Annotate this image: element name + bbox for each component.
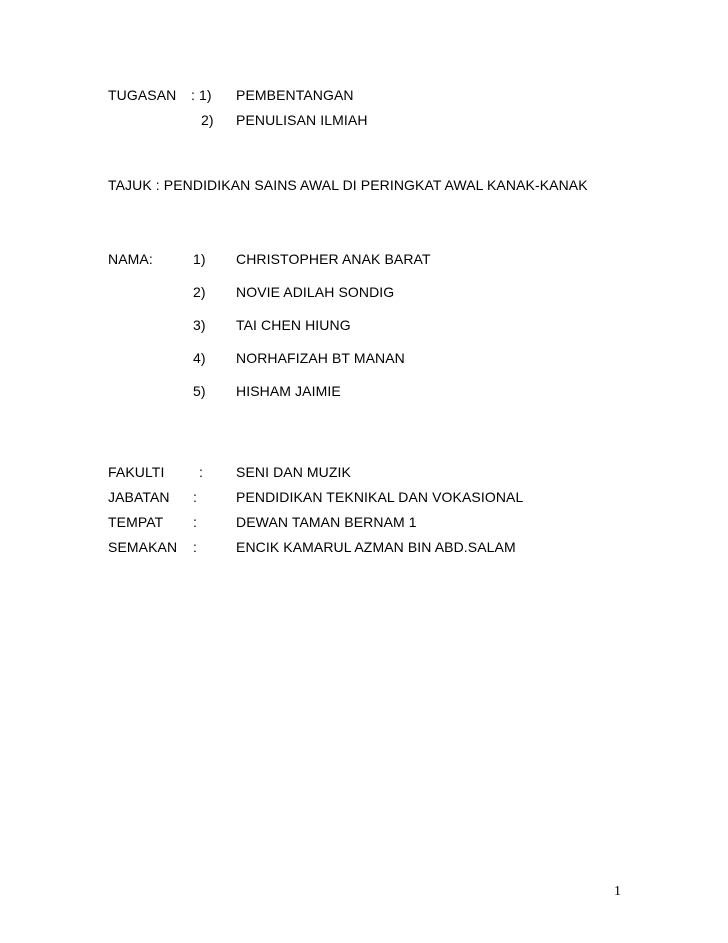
- tugasan-item-number: : 1): [191, 87, 212, 103]
- detail-value-fakulti: SENI DAN MUZIK: [236, 464, 351, 480]
- detail-separator: :: [193, 539, 197, 555]
- tugasan-item-text: PEMBENTANGAN: [236, 87, 354, 103]
- tugasan-label: TUGASAN: [108, 87, 177, 103]
- member-number: 1): [193, 251, 206, 267]
- tugasan-item-text: PENULISAN ILMIAH: [236, 112, 368, 128]
- member-number: 4): [193, 350, 206, 366]
- detail-value-semakan: ENCIK KAMARUL AZMAN BIN ABD.SALAM: [236, 539, 516, 555]
- member-number: 5): [193, 383, 206, 399]
- member-name: NOVIE ADILAH SONDIG: [236, 284, 395, 300]
- detail-separator: :: [193, 489, 197, 505]
- detail-separator: :: [193, 514, 197, 530]
- nama-label: NAMA:: [108, 251, 153, 267]
- member-name: HISHAM JAIMIE: [236, 383, 341, 399]
- detail-value-jabatan: PENDIDIKAN TEKNIKAL DAN VOKASIONAL: [236, 489, 524, 505]
- member-number: 3): [193, 317, 206, 333]
- detail-label-semakan: SEMAKAN: [108, 539, 178, 555]
- detail-label-jabatan: JABATAN: [108, 489, 170, 505]
- member-name: NORHAFIZAH BT MANAN: [236, 350, 405, 366]
- member-name: CHRISTOPHER ANAK BARAT: [236, 251, 431, 267]
- member-number: 2): [193, 284, 206, 300]
- detail-label-fakulti: FAKULTI: [108, 464, 165, 480]
- page-number: 1: [614, 884, 621, 899]
- detail-separator: :: [199, 464, 203, 480]
- tajuk-line: TAJUK : PENDIDIKAN SAINS AWAL DI PERINGKAT AWAL KANAK-KANAK: [108, 177, 588, 193]
- detail-label-tempat: TEMPAT: [108, 514, 164, 530]
- detail-value-tempat: DEWAN TAMAN BERNAM 1: [236, 514, 417, 530]
- tugasan-item-number: 2): [201, 112, 214, 128]
- member-name: TAI CHEN HIUNG: [236, 317, 351, 333]
